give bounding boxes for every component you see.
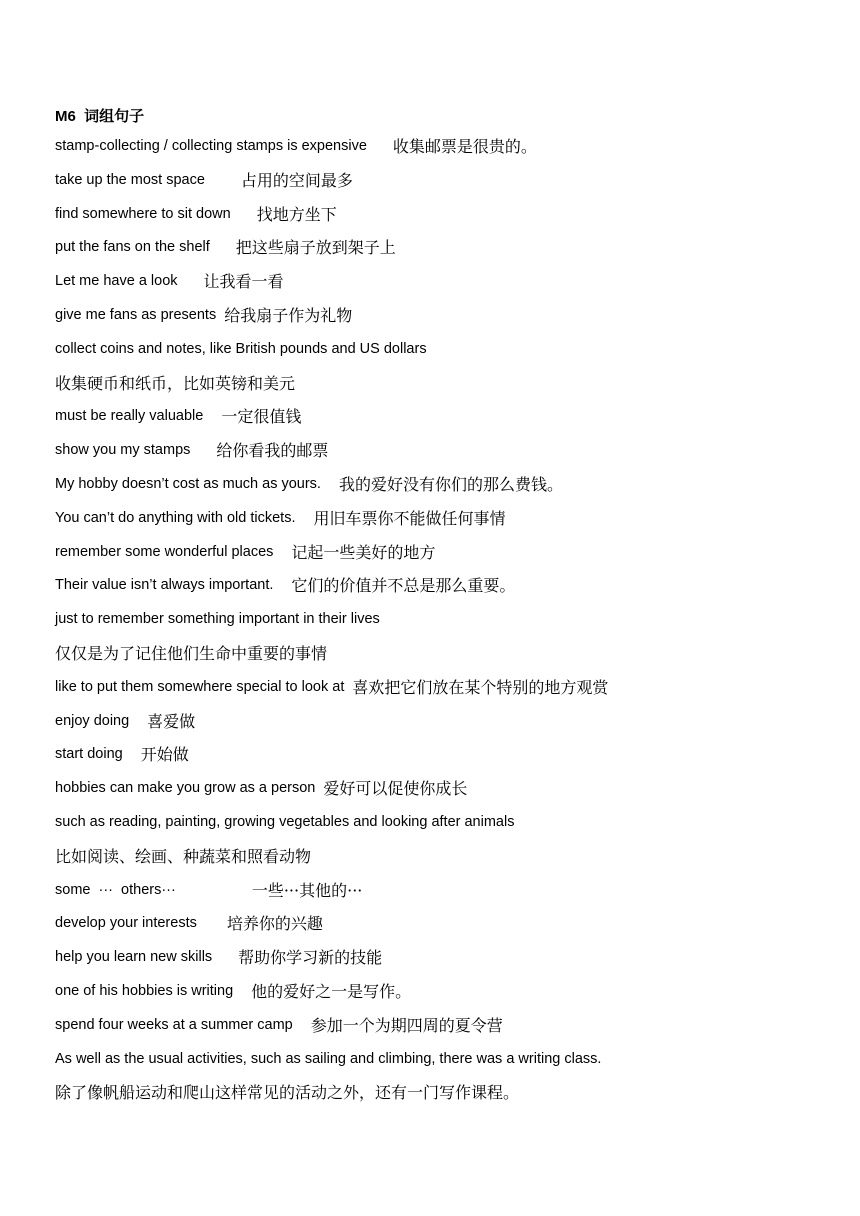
chinese-translation: 他的爱好之一是写作。	[251, 981, 412, 1001]
chinese-translation: 收集邮票是很贵的。	[392, 137, 537, 156]
english-phrase: help you learn new skills	[55, 949, 213, 966]
phrase-line	[55, 1009, 835, 1043]
english-phrase: such as reading, painting, growing vegetables and looking after animals	[55, 813, 515, 830]
chinese-translation: 用旧车票你不能做任何事情	[313, 508, 506, 528]
chinese-translation: 让我看一看	[203, 272, 284, 292]
phrase-line	[55, 536, 835, 570]
english-phrase: You can’t do anything with old tickets.	[55, 509, 296, 526]
chinese-translation: 除了像帆船运动和爬山这样常见的活动之外，还有一门写作课程。	[55, 1083, 520, 1103]
english-phrase: hobbies can make you grow as a person	[55, 780, 316, 797]
english-phrase: spend four weeks at a summer camp	[55, 1016, 293, 1033]
phrase-line	[55, 806, 835, 840]
phrase-line	[55, 738, 835, 772]
phrase-line	[55, 907, 835, 941]
english-phrase: give me fans as presents	[55, 306, 217, 323]
phrase-line	[55, 569, 835, 603]
chinese-translation: 仅仅是为了记住他们生命中重要的事情	[55, 643, 328, 663]
chinese-translation: 一些···其他的···	[251, 880, 363, 900]
english-phrase: Let me have a look	[55, 273, 178, 290]
phrase-line	[55, 434, 835, 468]
chinese-translation: 参加一个为期四周的夏令营	[310, 1015, 503, 1035]
chinese-translation: 它们的价值并不总是那么重要。	[291, 576, 516, 596]
chinese-translation: 占用的空间最多	[240, 170, 353, 190]
english-phrase: just to remember something important in their lives	[55, 611, 380, 628]
english-phrase: stamp-collecting / collecting stamps is expensive	[55, 138, 367, 154]
english-phrase: take up the most space	[55, 171, 205, 188]
phrase-line	[55, 299, 835, 333]
phrase-line	[55, 164, 835, 198]
phrase-line	[55, 705, 835, 739]
phrase-line	[55, 941, 835, 975]
phrase-line	[55, 1043, 835, 1077]
english-phrase: some ··· others···	[55, 881, 176, 898]
english-phrase: must be really valuable	[55, 408, 204, 425]
chinese-translation: 给我扇子作为礼物	[224, 305, 353, 325]
phrase-line	[55, 671, 835, 705]
phrase-line	[55, 637, 835, 671]
chinese-translation: 喜欢把它们放在某个特别的地方观赏	[352, 677, 609, 697]
english-phrase: start doing	[55, 746, 123, 763]
english-phrase: one of his hobbies is writing	[55, 982, 234, 999]
english-phrase: enjoy doing	[55, 712, 130, 729]
phrase-line	[55, 400, 835, 434]
phrase-line	[55, 772, 835, 806]
english-phrase: develop your interests	[55, 915, 197, 932]
chinese-translation: 一定很值钱	[221, 407, 302, 427]
chinese-translation: 把这些扇子放到架子上	[235, 238, 396, 258]
chinese-translation: 喜爱做	[147, 711, 196, 731]
chinese-translation: 开始做	[140, 745, 189, 765]
chinese-translation: 给你看我的邮票	[216, 441, 329, 461]
english-phrase: collect coins and notes, like British pounds and US dollars	[55, 340, 427, 357]
phrase-line	[55, 130, 835, 164]
chinese-translation: 找地方坐下	[256, 204, 337, 224]
chinese-translation: 培养你的兴趣	[226, 914, 323, 934]
phrase-list	[55, 130, 835, 1110]
phrase-line	[55, 603, 835, 637]
english-phrase: As well as the usual activities, such as sailing and climbing, there was a writing class.	[55, 1050, 602, 1067]
chinese-translation: 帮助你学习新的技能	[238, 948, 383, 968]
phrase-line	[55, 874, 835, 908]
phrase-line	[55, 231, 835, 265]
phrase-line	[55, 975, 835, 1009]
document-content	[55, 104, 835, 1110]
chinese-translation: 记起一些美好的地方	[291, 542, 436, 562]
english-phrase: remember some wonderful places	[55, 543, 274, 560]
phrase-line	[55, 1076, 835, 1110]
phrase-line	[55, 502, 835, 536]
phrase-line	[55, 265, 835, 299]
phrase-line	[55, 367, 835, 401]
chinese-translation: 爱好可以促使你成长	[323, 779, 468, 799]
chinese-translation: 我的爱好没有你们的那么费钱。	[338, 474, 563, 494]
phrase-line	[55, 333, 835, 367]
document-title: M6 词组句子	[55, 108, 145, 125]
english-phrase: like to put them somewhere special to look at	[55, 678, 345, 695]
phrase-line	[55, 198, 835, 232]
phrase-line	[55, 468, 835, 502]
english-phrase: put the fans on the shelf	[55, 239, 210, 256]
english-phrase: show you my stamps	[55, 442, 191, 459]
chinese-translation: 收集硬币和纸币，比如英镑和美元	[55, 373, 296, 393]
phrase-line	[55, 840, 835, 874]
english-phrase: My hobby doesn’t cost as much as yours.	[55, 475, 321, 492]
english-phrase: Their value isn’t always important.	[55, 577, 274, 594]
chinese-translation: 比如阅读、绘画、种蔬菜和照看动物	[55, 846, 312, 866]
english-phrase: find somewhere to sit down	[55, 205, 231, 222]
